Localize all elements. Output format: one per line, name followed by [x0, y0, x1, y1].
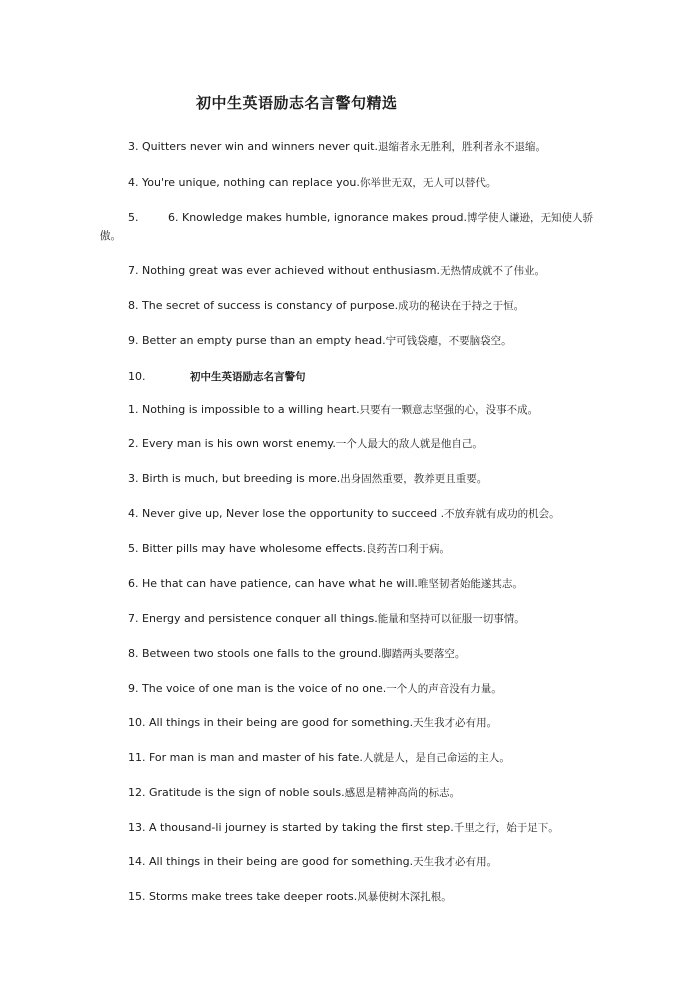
quote-english: Bitter pills may have wholesome effects.	[142, 542, 367, 555]
quote-number: 4.	[128, 176, 139, 189]
quote-chinese: 天生我才必有用。	[413, 717, 498, 729]
quote-english: You're unique, nothing can replace you.	[142, 176, 360, 189]
quote-number: 8.	[128, 299, 139, 312]
quote-english: Better an empty purse than an empty head.	[142, 334, 386, 347]
quote-chinese: 一个人最大的敌人就是他自己。	[335, 438, 483, 450]
section-number: 10.	[128, 370, 146, 383]
quote-english: Quitters never win and winners never quit.	[142, 140, 378, 153]
quote-number: 12.	[128, 786, 146, 799]
quote-line	[128, 542, 450, 556]
quote-chinese: 退缩者永无胜利，胜利者永不退缩。	[377, 141, 546, 153]
quote-number: 11.	[128, 751, 146, 764]
quote-english: Never give up, Never lose the opportunity to succeed .	[142, 507, 445, 520]
quote-chinese: 天生我才必有用。	[413, 856, 498, 868]
quote-number: 9.	[128, 682, 139, 695]
quote-line	[128, 299, 524, 313]
quote-line	[128, 472, 487, 486]
quote-english: He that can have patience, can have what he will.	[142, 577, 418, 590]
quote-number: 14.	[128, 855, 146, 868]
quote-chinese: 千里之行，始于足下。	[453, 822, 559, 834]
quote-number: 5.	[128, 542, 139, 555]
quote-english: Birth is much, but breeding is more.	[142, 472, 341, 485]
quote-line	[128, 264, 545, 278]
quote-chinese: 出身固然重要，教养更且重要。	[340, 473, 488, 485]
quote-line	[128, 751, 510, 765]
quote-chinese: 无热情成就不了伟业。	[440, 265, 546, 277]
quote-english: Knowledge makes humble, ignorance makes proud.	[182, 211, 468, 224]
quote-number: 7.	[128, 264, 139, 277]
quote-line	[128, 176, 496, 190]
quote-chinese: 宁可钱袋瘪，不要脑袋空。	[385, 335, 512, 347]
quote-line	[128, 682, 502, 696]
quote-chinese: 只要有一颗意志坚强的心，没事不成。	[359, 404, 539, 416]
quote-number: 2.	[128, 437, 139, 450]
quote-chinese-wrap: 傲。	[100, 230, 121, 242]
section-title: 初中生英语励志名言警句	[190, 371, 306, 383]
quote-english: A thousand-li journey is started by taking the first step.	[149, 821, 454, 834]
quote-chinese: 感恩是精神高尚的标志。	[344, 787, 461, 799]
quote-english: Storms make trees take deeper roots.	[149, 890, 358, 903]
quote-number-secondary: 6.	[168, 211, 179, 224]
quote-line	[128, 507, 560, 521]
quote-english: Nothing is impossible to a willing heart.	[142, 403, 360, 416]
quote-chinese: 良药苦口利于病。	[366, 543, 451, 555]
quote-number: 7.	[128, 612, 139, 625]
quote-chinese: 能量和坚持可以征服一切事情。	[377, 613, 525, 625]
quote-english: Between two stools one falls to the ground.	[142, 647, 382, 660]
quote-number: 3.	[128, 140, 139, 153]
quote-english: For man is man and master of his fate.	[149, 751, 363, 764]
quote-english: Every man is his own worst enemy.	[142, 437, 336, 450]
quote-english: All things in their being are good for something.	[149, 855, 414, 868]
quote-line	[128, 612, 525, 626]
quote-number: 15.	[128, 890, 146, 903]
quote-number: 5.	[128, 211, 139, 224]
quote-line	[128, 403, 538, 417]
quote-english: Energy and persistence conquer all things.	[142, 612, 378, 625]
document-title: 初中生英语励志名言警句精选	[196, 94, 398, 112]
quote-english: Gratitude is the sign of noble souls.	[149, 786, 345, 799]
quote-english: All things in their being are good for something.	[149, 716, 414, 729]
quote-line	[128, 716, 497, 730]
quote-number: 4.	[128, 507, 139, 520]
quote-number: 1.	[128, 403, 139, 416]
quote-line	[128, 211, 593, 225]
quote-english: The secret of success is constancy of purpose.	[142, 299, 399, 312]
section-heading	[128, 369, 306, 384]
quote-number: 13.	[128, 821, 146, 834]
quote-line	[128, 786, 460, 800]
quote-line	[128, 437, 483, 451]
quote-line	[128, 334, 512, 348]
quote-number: 10.	[128, 716, 146, 729]
quote-english: The voice of one man is the voice of no one.	[142, 682, 387, 695]
quote-line	[128, 577, 523, 591]
quote-english: Nothing great was ever achieved without enthusiasm.	[142, 264, 441, 277]
quote-chinese: 一个人的声音没有力量。	[386, 683, 502, 695]
quote-number: 6.	[128, 577, 139, 590]
quote-number: 3.	[128, 472, 139, 485]
quote-chinese: 博学使人谦逊，无知使人骄	[467, 212, 594, 224]
quote-line	[128, 855, 497, 869]
quote-chinese: 不放弃就有成功的机会。	[444, 508, 560, 520]
quote-number: 9.	[128, 334, 139, 347]
quote-chinese: 人就是人，是自己命运的主人。	[362, 752, 510, 764]
quote-line	[128, 821, 559, 835]
quote-chinese: 脚踏两头要落空。	[381, 648, 466, 660]
quote-chinese: 唯坚韧者始能遂其志。	[417, 578, 523, 590]
quote-number: 8.	[128, 647, 139, 660]
quote-chinese: 风暴使树木深扎根。	[357, 891, 452, 903]
quote-line	[128, 890, 452, 904]
quote-chinese: 你举世无双，无人可以替代。	[359, 177, 497, 189]
quote-line	[128, 140, 546, 154]
quote-line	[128, 647, 465, 661]
quote-chinese: 成功的秘诀在于持之于恒。	[398, 300, 525, 312]
